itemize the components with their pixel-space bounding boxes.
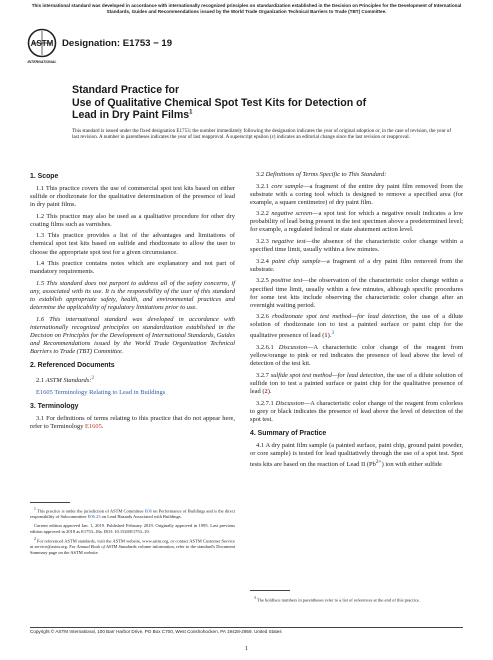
para-3-1: 3.1 For definitions of terms relating to this practice that do not appear here, refer to Terminology E1605. xyxy=(30,414,235,430)
para-3-2-7: 3.2.7 sulfide spot test method—for lead detection, the use of a dilute solution of sulfide ion to test a painted surface or paint chip for the qualitative presence of lead (2). xyxy=(250,371,464,395)
para-3-2: 3.2 Definitions of Terms Specific to This Standard: xyxy=(256,171,387,178)
svg-text:INTERNATIONAL: INTERNATIONAL xyxy=(27,60,57,64)
page-number: 1 xyxy=(244,645,249,652)
para-4-1: 4.1 A dry paint film sample (a painted surface, paint chip, ground paint powder, or core sample) is tested for lead qualitatively through the use of a spot test. Spot tests kits are based on the reaction of Lead II $(Pb^{2+})$ ion with either sulfide xyxy=(250,441,463,468)
right-column xyxy=(250,171,463,473)
document-title xyxy=(72,84,462,122)
reference-e1605[interactable]: E1605 Terminology Relating to Lead in Buildings xyxy=(36,388,166,396)
standard-notice: This international standard was developed in accordance with internationally recognized principles on standardization established in the Decision on Principles for the Development of International Standards, Guides and Recommendations issued by the World Trade Organization Technical Barriers to Trade (TBT) Committee. xyxy=(31,3,462,14)
left-column xyxy=(30,171,235,434)
svg-text:ASTM: ASTM xyxy=(30,39,54,48)
scope-heading: 1. Scope xyxy=(30,173,59,180)
footnote-divider-right xyxy=(250,590,290,591)
para-2-1: 2.1 ASTM Standards:$^2$ xyxy=(36,374,95,384)
footnote-1: $^1$ This practice is under the jurisdiction of ASTM Committee E06 on Performance of Buildings and is the direct responsibility of Subcommittee E06.23 on Lead Hazards Associated with Buildings. xyxy=(30,507,235,520)
e06-link[interactable]: E06 xyxy=(144,508,152,514)
para-1-6: 1.6 This international standard was developed in accordance with internationally recognized principles on standardization established in the Decision on Principles for the Development of International Standards, Guides and Recommendations issued by the World Trade Organization Technical Barriers to Trade (TBT) Committee. xyxy=(30,315,235,355)
e1605-inline-link[interactable]: E1605 xyxy=(85,422,102,430)
para-3-2-2: 3.2.2 negative screen—a spot test for which a negative result indicates a low probability of lead being present in the test specimen above a predetermined level; for example, a regulated federal or state abatement action level. xyxy=(250,210,464,234)
reference-1-link[interactable]: 1 xyxy=(324,332,328,340)
footnotes-right xyxy=(250,596,463,603)
para-1-3: 1.3 This practice provides a list of the advantages and limitations of chemical spot test kits based on sulfide and rhodizonate to allow the user to choose the appropriate spot test for a given circumstance. xyxy=(30,232,235,256)
footnotes-left xyxy=(30,507,235,559)
para-3-2-4: 3.2.4 paint chip sample—a fragment of a dry paint film removed from the substrate. xyxy=(250,257,463,273)
copyright-line: Copyright © ASTM International, 100 Barr Harbor Drive, PO Box C700, West Conshohocken, PA 19428-2959. United States xyxy=(30,629,282,634)
designation: Designation: E1753 − 19 xyxy=(62,38,173,49)
title-footnote-mark[interactable]: 1 xyxy=(189,109,193,116)
referenced-documents-heading: 2. Referenced Documents xyxy=(30,361,115,369)
para-3-2-5: 3.2.5 positive test—the observation of the characteristic color change within a specified time limit, usually within a few minutes, although specific procedures for some test kits include observing the characteristic color change after an overnight waiting period. xyxy=(250,277,464,309)
para-1-4: 1.4 This practice contains notes which are explanatory and not part of mandatory requirements. xyxy=(30,260,235,276)
title-line-3: Lead in Dry Paint Films$^1$ xyxy=(72,109,193,122)
title-line-1: Standard Practice for xyxy=(72,84,180,96)
footnote-divider-left xyxy=(30,502,70,503)
reference-2-link[interactable]: 2 xyxy=(264,387,268,395)
para-3-2-1: 3.2.1 core sample—a fragment of the entire dry paint film removed from the substrate with a coring tool which is designed to remove a specified area (for example, a square centimetre) of dry paint film. xyxy=(250,182,464,206)
para-3-2-3: 3.2.3 negative test—the absence of the characteristic color change within a specified time limit, usually within a few minutes. xyxy=(250,238,464,254)
para-3-2-7-1: 3.2.7.1 Discussion—A characteristic color change of the reagent from colorless to grey or black indicates the presence of lead above the level of detection of the spot test. xyxy=(250,399,464,423)
title-line-2: Use of Qualitative Chemical Spot Test Kits for Detection of xyxy=(72,96,367,109)
summary-heading: 4. Summary of Practice xyxy=(250,429,327,437)
footer-divider xyxy=(30,627,463,628)
para-3-2-6-1: 3.2.6.1 Discussion—A characteristic color change of the reagent from yellow/orange to pink or red indicates the presence of lead above the level of detection of the test kit. xyxy=(250,344,463,368)
footnote-3: $^3$ The boldface numbers in parentheses refer to a list of references at the end of this practice. xyxy=(254,596,420,603)
para-3-2-6: 3.2.6 rhodizonate spot test method—for lead detection, the use of a dilute solution of rhodizonate ion to test a painted surface or paint chip for the qualitative presence of lead (1).$^3$ xyxy=(250,313,464,340)
para-1-1: 1.1 This practice covers the use of commercial spot test kits based on either sulfide or rhodizonate for the qualitative determination of the presence of lead in dry paint films. xyxy=(30,185,235,209)
para-1-5: 1.5 This standard does not purport to address all of the safety concerns, if any, associated with its use. It is the responsibility of the user of this standard to establish appropriate safety, health, and environmental practices and determine the applicability of regulatory limitations prior to use. xyxy=(30,279,235,311)
e1605-link[interactable]: E1605 xyxy=(36,388,53,396)
footnote-1-edition: Current edition approved Jan. 1, 2019. Published February 2019. Originally approved in 1995. Last previous edition approved in 2018 as E1753–18a. DOI: 10.1520/E1753–19. xyxy=(30,522,235,534)
e0623-link[interactable]: E06.23 xyxy=(87,514,101,520)
astm-logo xyxy=(27,26,57,66)
astm-logo-icon xyxy=(27,26,57,66)
standard-intro: This standard is issued under the fixed designation E1753; the number immediately following the designation indicates the year of original adoption or, in the case of revision, the year of last revision. A number in parentheses indicates the year of last reapproval. A superscript epsilon (ε) indicates an editorial change since the last revision or reapproval. xyxy=(72,128,452,141)
para-1-2: 1.2 This practice may also be used as a qualitative procedure for other dry coating films such as varnishes. xyxy=(30,212,235,228)
footnote-2: $^2$ For referenced ASTM standards, visit the ASTM website, www.astm.org, or contact ASTM Customer Service at service@astm.org. For Annual Book of ASTM Standards volume information, refer to the standard's Document Summary page on the ASTM website. xyxy=(30,536,235,556)
terminology-heading: 3. Terminology xyxy=(30,402,79,410)
